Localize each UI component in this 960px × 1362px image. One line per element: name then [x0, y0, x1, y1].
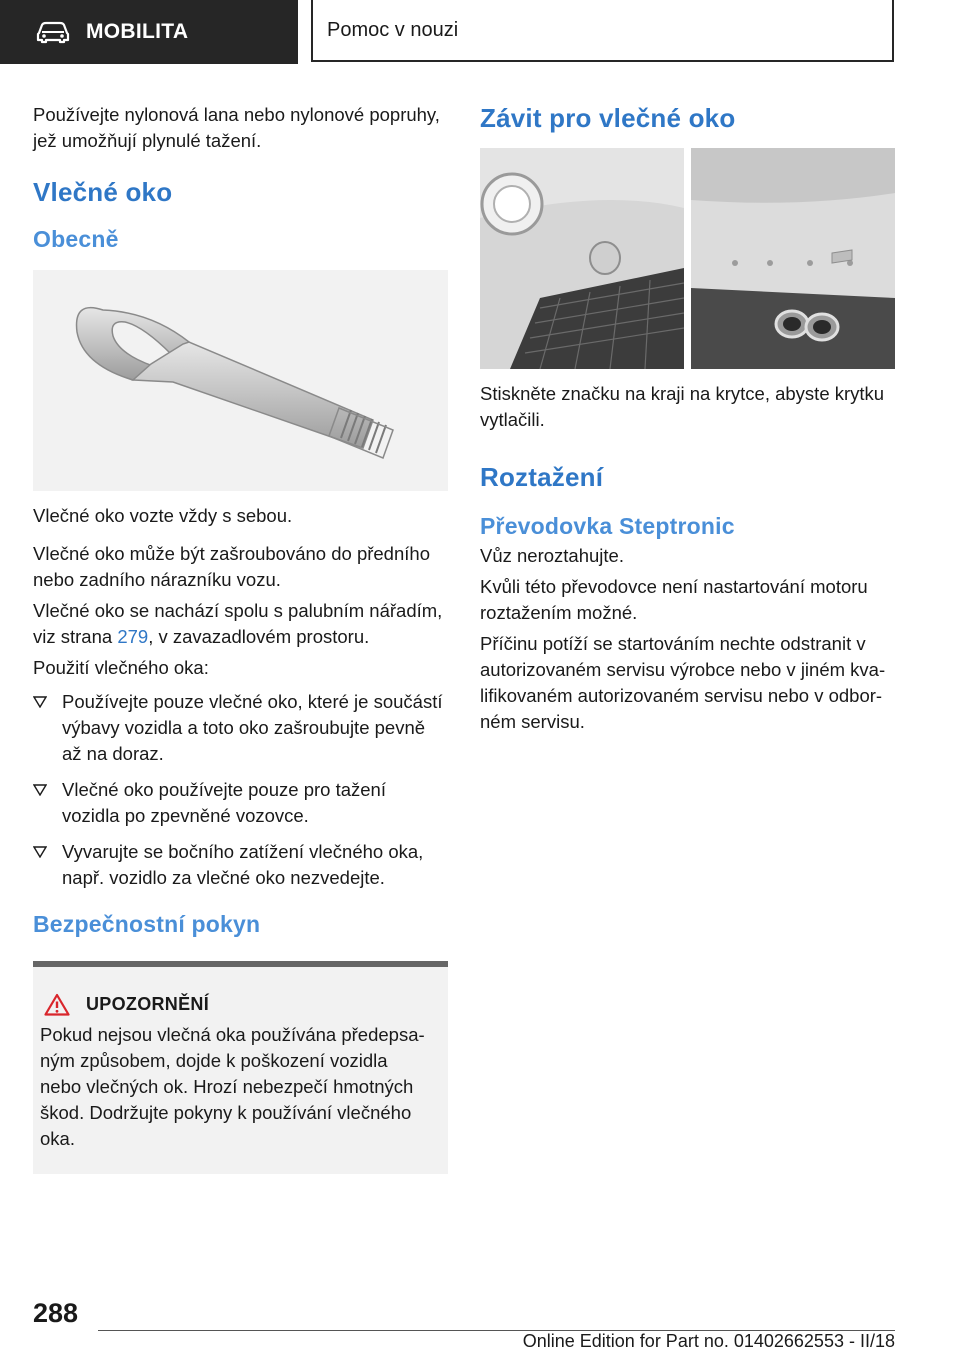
list-item-text: Vyvarujte se bočního zatížení vlečného oka, např. vozidlo za vlečné oko nezvedejte.	[62, 841, 424, 888]
page-reference-link[interactable]: 279	[117, 626, 149, 647]
heading-safety: Bezpečnostní pokyn	[33, 911, 261, 937]
heading-steptronic: Převodovka Steptronic	[480, 513, 735, 539]
right-column	[480, 102, 895, 735]
page-header	[0, 0, 960, 66]
list-item-text: Vlečné oko používejte pouze pro tažení vozidla po zpevněné vozovce.	[62, 779, 386, 826]
list-item-text: Používejte pouze vlečné oko, které je součástí výbavy vozidla a toto oko zašroubujte pevně až na doraz.	[62, 691, 443, 764]
edition-text: Online Edition for Part no. 01402662553 - II/18	[522, 1331, 895, 1351]
towing-eye-drawing	[33, 270, 448, 491]
heading-tow-start: Roztažení	[480, 462, 604, 492]
intro-text: Používejte nylonová lana nebo nylonové popruhy, jež umožňují plynulé tažení.	[33, 104, 440, 151]
para-carry: Vlečné oko vozte vždy s sebou.	[33, 505, 293, 526]
heading-thread: Závit pro vlečné oko	[480, 103, 736, 133]
section-label: MOBILITA	[86, 20, 189, 43]
para-location-after: , v zavazadlovém prostoru.	[148, 626, 370, 647]
chapter-box	[311, 0, 894, 62]
warning-triangle-icon	[44, 993, 70, 1016]
car-icon	[36, 20, 70, 44]
list-item	[33, 777, 448, 829]
chapter-title: Pomoc v nouzi	[327, 18, 459, 41]
list-item	[33, 839, 448, 891]
para-screw: Vlečné oko může být zašroubováno do předního nebo zadního nárazníku vozu.	[33, 543, 430, 590]
usage-list	[33, 689, 448, 891]
para-usage: Použití vlečného oka:	[33, 657, 209, 678]
heading-general: Obecně	[33, 226, 119, 252]
para-location-before: Vlečné oko se nachází spolu s palubním nářadím, viz strana	[33, 600, 443, 647]
triangle-bullet-icon	[33, 846, 47, 858]
warning-title-row	[40, 993, 432, 1016]
warning-title: UPOZORNĚNÍ	[86, 994, 210, 1014]
warning-box	[33, 961, 448, 1174]
para-cover: Stiskněte značku na kraji na krytce, abyste krytku vytlačili.	[480, 383, 885, 430]
para-service: Příčinu potíží se startováním nechte odstranit v autorizovaném servisu výrobce nebo v jiném kvalifikovaném autorizovaném servisu nebo v odborném servisu.	[480, 633, 886, 732]
para-location	[33, 598, 448, 650]
triangle-bullet-icon	[33, 784, 47, 796]
bumper-cover-image	[480, 148, 895, 369]
triangle-bullet-icon	[33, 696, 47, 708]
para-no-tow-start: Vůz neroztahujte.	[480, 545, 624, 566]
page-number: 288	[33, 1298, 79, 1328]
left-column	[33, 102, 448, 1174]
bumper-drawing	[480, 148, 895, 369]
heading-towing-eye: Vlečné oko	[33, 177, 173, 207]
warning-text: Pokud nejsou vlečná oka používána předepsaným způsobem, dojde k poškození vozidla nebo vlečných ok. Hrozí nebezpečí hmotných škod. Dodržujte pokyny k používání vlečného oka.	[40, 1024, 425, 1149]
section-tab	[0, 0, 298, 64]
para-not-possible: Kvůli této převodovce není nastartování motoru roztažením možné.	[480, 576, 868, 623]
towing-eye-image	[33, 270, 448, 491]
list-item	[33, 689, 448, 767]
